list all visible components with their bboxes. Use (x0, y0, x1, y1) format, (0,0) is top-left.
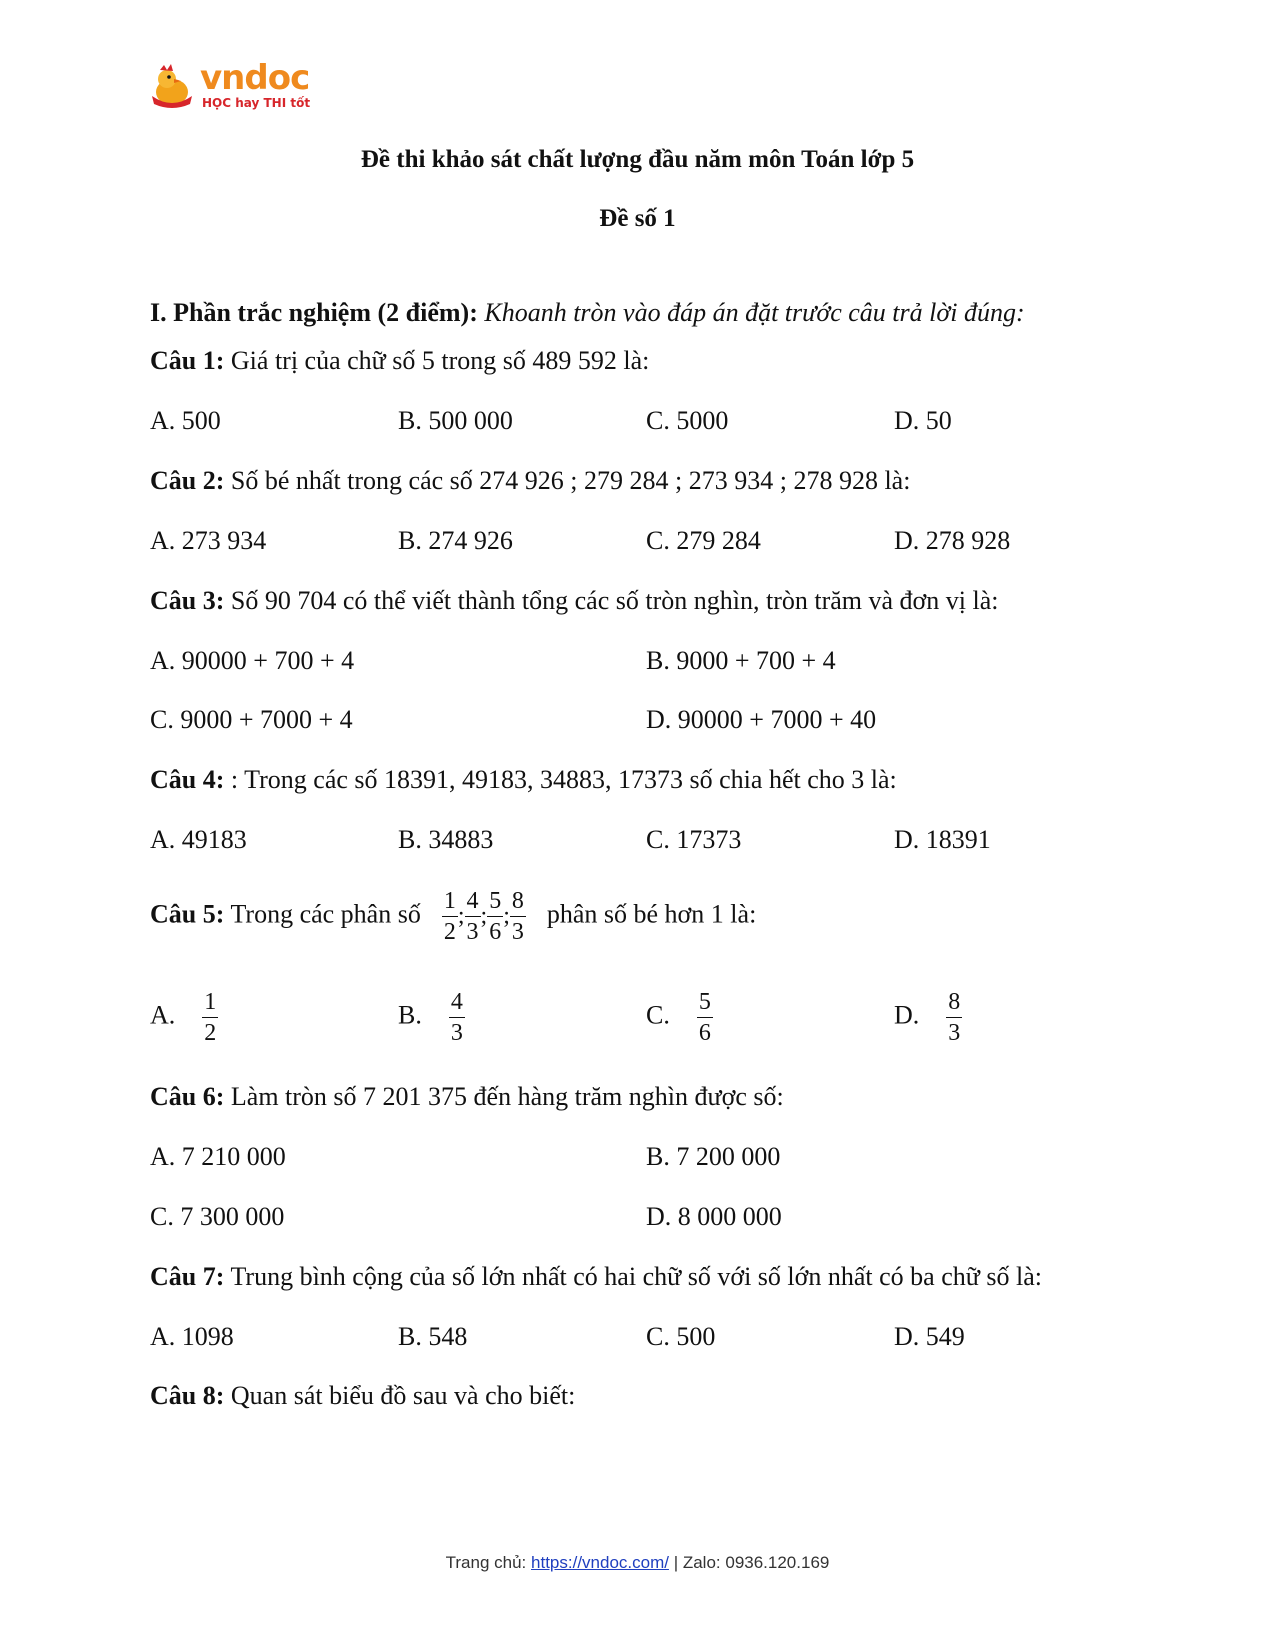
q1-option-a[interactable]: A. 500 (150, 406, 221, 435)
question-text: Quan sát biểu đồ sau và cho biết: (230, 1381, 576, 1410)
question-text: Số 90 704 có thể viết thành tổng các số tròn nghìn, tròn trăm và đơn vị là: (230, 586, 999, 615)
question-4 (150, 765, 897, 795)
question-label: Câu 4: (150, 765, 225, 794)
q4-option-d[interactable]: D. 18391 (894, 825, 991, 854)
option-letter: D. (894, 1000, 920, 1030)
question-3 (150, 586, 999, 616)
question-text: : Trong các số 18391, 49183, 34883, 17373 số chia hết cho 3 là: (230, 765, 897, 794)
question-6 (150, 1082, 784, 1112)
q4-option-b[interactable]: B. 34883 (398, 825, 494, 854)
logo-tagline: HỌC hay THI tốt (202, 96, 311, 110)
question-label: Câu 7: (150, 1262, 225, 1291)
q7-option-a[interactable]: A. 1098 (150, 1322, 234, 1351)
q3-option-b[interactable]: B. 9000 + 700 + 4 (646, 646, 836, 675)
question-label: Câu 5: (150, 899, 225, 929)
q3-option-d[interactable]: D. 90000 + 7000 + 40 (646, 705, 877, 734)
question-text-after: phân số bé hơn 1 là: (546, 899, 757, 929)
footer-prefix: Trang chủ: (445, 1553, 527, 1572)
question-label: Câu 8: (150, 1381, 225, 1410)
option-letter: A. (150, 1000, 176, 1030)
question-text-before: Trong các phân số (230, 899, 421, 929)
q3-option-a[interactable]: A. 90000 + 700 + 4 (150, 646, 355, 675)
question-label: Câu 2: (150, 466, 225, 495)
page-footer (0, 1553, 1275, 1573)
q5-option-a[interactable] (150, 990, 218, 1045)
q2-option-d[interactable]: D. 278 928 (894, 526, 1011, 555)
question-8 (150, 1381, 575, 1411)
option-fraction: $\frac{1}{2}$ (204, 989, 217, 1046)
q6-option-a[interactable]: A. 7 210 000 (150, 1142, 286, 1171)
q5-option-d[interactable] (894, 990, 962, 1045)
q7-option-c[interactable]: C. 500 (646, 1322, 716, 1351)
q4-option-a[interactable]: A. 49183 (150, 825, 247, 854)
fraction-1-2: $\frac{1}{2}$ (443, 888, 456, 945)
question-text: Số bé nhất trong các số 274 926 ; 279 284 ; 273 934 ; 278 928 là: (230, 466, 911, 495)
section-instruction: Khoanh tròn vào đáp án đặt trước câu trả lời đúng: (484, 298, 1025, 327)
footer-contact: | Zalo: 0936.120.169 (673, 1553, 830, 1572)
fraction-5-6: $\frac{5}{6}$ (489, 888, 502, 945)
option-fraction: $\frac{8}{3}$ (948, 989, 961, 1046)
question-label: Câu 1: (150, 346, 225, 375)
question-5 (150, 889, 756, 944)
q4-option-c[interactable]: C. 17373 (646, 825, 742, 854)
fraction-separator: ; (503, 903, 510, 929)
option-letter: B. (398, 1000, 422, 1030)
q2-option-c[interactable]: C. 279 284 (646, 526, 761, 555)
option-letter: C. (646, 1000, 670, 1030)
q6-option-d[interactable]: D. 8 000 000 (646, 1202, 782, 1231)
fraction-separator: ; (480, 903, 488, 929)
section-heading (150, 298, 1025, 328)
question-text: Làm tròn số 7 201 375 đến hàng trăm nghìn được số: (230, 1082, 784, 1111)
question-text: Trung bình cộng của số lớn nhất có hai chữ số với số lớn nhất có ba chữ số là: (230, 1262, 1042, 1291)
question-7 (150, 1262, 1042, 1292)
question-label: Câu 3: (150, 586, 225, 615)
page-title: Đề thi khảo sát chất lượng đầu năm môn Toán lớp 5 (360, 146, 915, 173)
q3-option-c[interactable]: C. 9000 + 7000 + 4 (150, 705, 353, 734)
question-text: Giá trị của chữ số 5 trong số 489 592 là: (230, 346, 650, 375)
homepage-link[interactable]: https://vndoc.com/ (531, 1553, 669, 1572)
q7-option-b[interactable]: B. 548 (398, 1322, 468, 1351)
fraction-separator: ; (457, 903, 465, 929)
fraction-4-3: $\frac{4}{3}$ (466, 888, 479, 945)
logo-wordmark: vndoc (200, 58, 310, 98)
q5-option-b[interactable] (398, 990, 465, 1045)
q5-option-c[interactable] (646, 990, 713, 1045)
q2-option-a[interactable]: A. 273 934 (150, 526, 267, 555)
fraction-8-3: $\frac{8}{3}$ (511, 888, 524, 945)
question-2 (150, 466, 910, 496)
rooster-mascot-icon (150, 64, 196, 110)
question-label: Câu 6: (150, 1082, 225, 1111)
q2-option-b[interactable]: B. 274 926 (398, 526, 513, 555)
page-subtitle: Đề số 1 (599, 205, 676, 232)
option-fraction: $\frac{4}{3}$ (450, 989, 463, 1046)
q1-option-d[interactable]: D. 50 (894, 406, 952, 435)
q1-option-b[interactable]: B. 500 000 (398, 406, 513, 435)
q1-option-c[interactable]: C. 5000 (646, 406, 729, 435)
vndoc-logo[interactable] (150, 58, 311, 114)
q6-option-b[interactable]: B. 7 200 000 (646, 1142, 781, 1171)
section-title: I. Phần trắc nghiệm (2 điểm): (150, 298, 478, 327)
q6-option-c[interactable]: C. 7 300 000 (150, 1202, 285, 1231)
option-fraction: $\frac{5}{6}$ (698, 989, 711, 1046)
q7-option-d[interactable]: D. 549 (894, 1322, 965, 1351)
question-1 (150, 346, 649, 376)
